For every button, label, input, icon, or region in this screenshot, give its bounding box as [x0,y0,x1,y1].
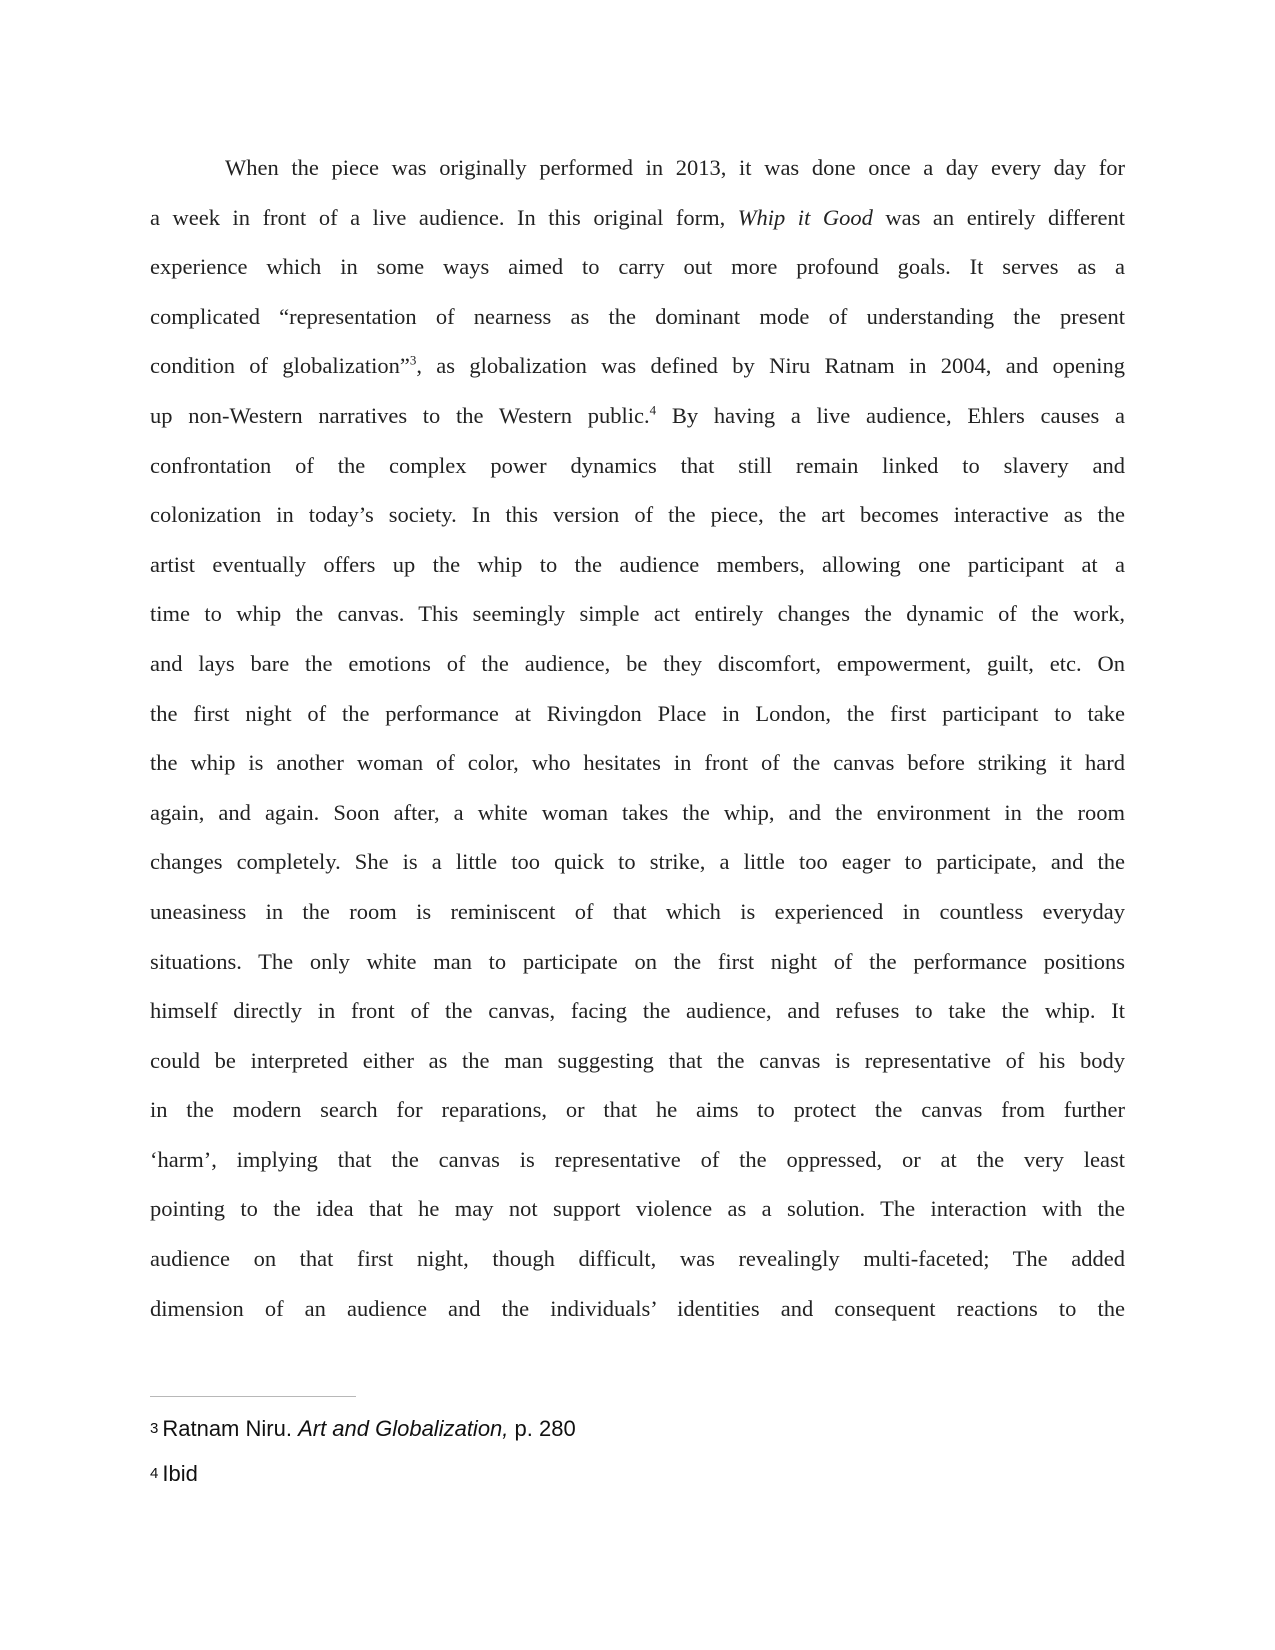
text-line: artist eventually offers up the whip to the audience members, allowing one participant at a [150,551,1125,577]
footnote-text: Ibid [162,1461,198,1486]
footnote-4 [150,1459,1125,1504]
text-line: again, and again. Soon after, a white woman takes the whip, and the environment in the room [150,799,1125,825]
text-run: up non-Western narratives to the Western public. [150,402,650,428]
footnote-author: Ratnam Niru. [162,1416,299,1441]
footnote-number: 3 [150,1420,159,1437]
text-line: complicated “representation of nearness as the dominant mode of understanding the present [150,303,1125,329]
text-line: changes completely. She is a little too quick to strike, a little too eager to participate, and the [150,849,1125,875]
text-line: time to whip the canvas. This seemingly simple act entirely changes the dynamic of the work, [150,601,1125,627]
footnote-ref-4[interactable]: 4 [649,402,657,418]
text-line: could be interpreted either as the man suggesting that the canvas is representative of his body [150,1047,1125,1073]
footnote-number: 4 [150,1465,159,1482]
footnote-separator [150,1396,356,1397]
text-line [150,193,1125,243]
text-line [150,391,1125,441]
text-run: By having a live audience, Ehlers causes a [656,402,1125,428]
text-run: , as globalization was defined by Niru Ratnam in 2004, and opening [416,353,1125,379]
text-run: condition of globalization” [150,353,410,379]
footnote-title: Art and Globalization, [298,1416,509,1441]
text-line: confrontation of the complex power dynamics that still remain linked to slavery and [150,452,1125,478]
text-run: was an entirely different [872,204,1125,230]
text-line: colonization in today’s society. In this version of the piece, the art becomes interactive as the [150,502,1125,528]
text-line: situations. The only white man to participate on the first night of the performance positions [150,948,1125,974]
footnote-page: p. 280 [508,1416,576,1441]
text-line: uneasiness in the room is reminiscent of that which is experienced in countless everyday [150,898,1125,924]
body-paragraph [150,143,1125,1333]
text-line: experience which in some ways aimed to carry out more profound goals. It serves as a [150,254,1125,280]
text-line: the whip is another woman of color, who hesitates in front of the canvas before striking it hard [150,750,1125,776]
footnote-3 [150,1414,1125,1459]
footnotes [150,1414,1125,1504]
text-line: audience on that first night, though difficult, was revealingly multi-faceted; The added [150,1246,1125,1272]
text-line: and lays bare the emotions of the audience, be they discomfort, empowerment, guilt, etc. On [150,650,1125,676]
text-line: ‘harm’, implying that the canvas is representative of the oppressed, or at the very least [150,1146,1125,1172]
text-line: pointing to the idea that he may not support violence as a solution. The interaction with the [150,1196,1125,1222]
text-run: a week in front of a live audience. In this original form, [150,204,738,230]
text-line: When the piece was originally performed in 2013, it was done once a day every day for [225,155,1125,180]
text-line: himself directly in front of the canvas, facing the audience, and refuses to take the whip. It [150,998,1125,1024]
text-line: the first night of the performance at Rivingdon Place in London, the first participant to take [150,700,1125,726]
text-line: dimension of an audience and the individuals’ identities and consequent reactions to the [150,1295,1125,1321]
footnote-ref-3[interactable]: 3 [409,352,417,368]
text-line [150,341,1125,391]
text-line: in the modern search for reparations, or that he aims to protect the canvas from further [150,1097,1125,1123]
artwork-title: Whip it Good [737,204,873,230]
